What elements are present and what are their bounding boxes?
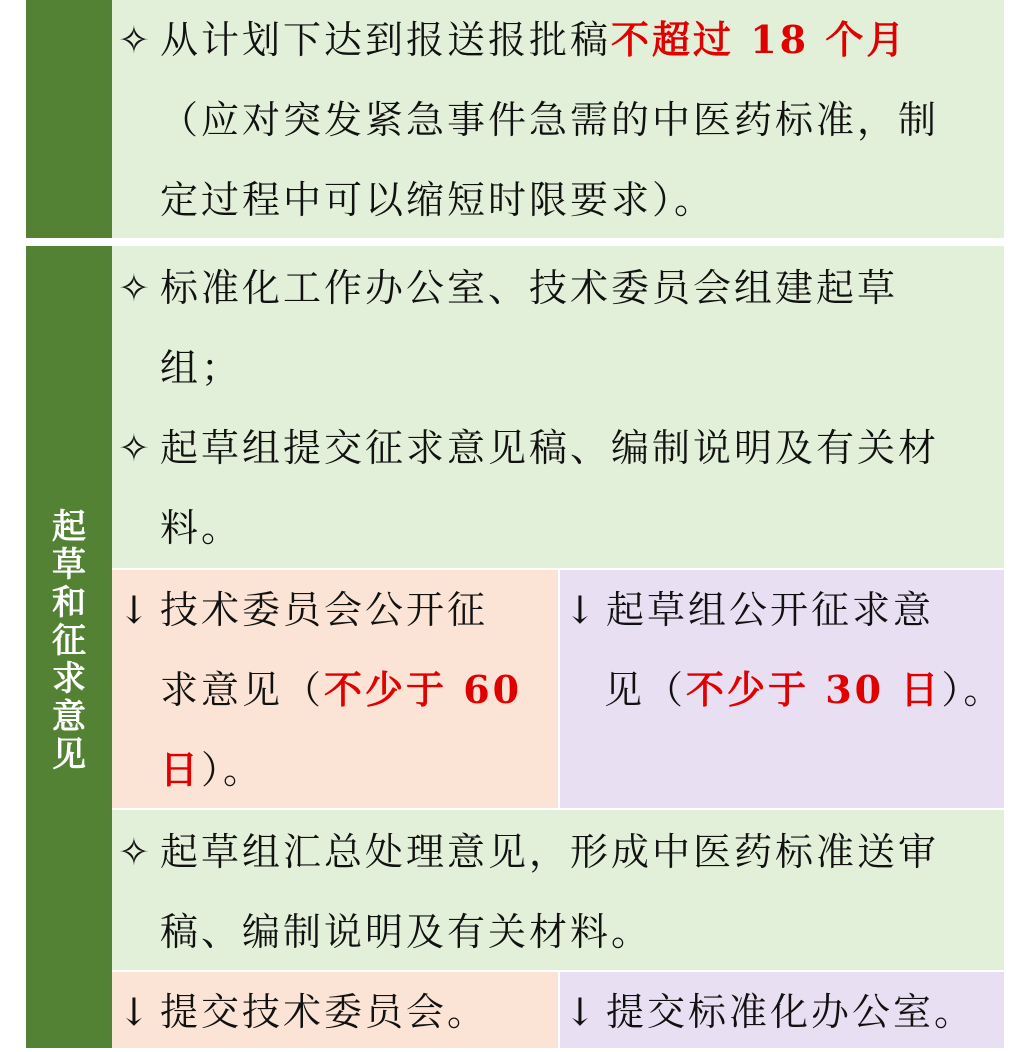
section1-body: [112, 0, 1004, 238]
item2-line2: 料。: [160, 506, 243, 550]
section2-summary-block: [112, 810, 1004, 970]
arrow-down-icon: ↓: [564, 588, 599, 632]
diamond-bullet-icon: ✧: [118, 18, 153, 62]
right-box-line2: 见（不少于 30 日）。: [604, 667, 1005, 712]
bottom-right-text: ↓ 提交标准化办公室。: [564, 972, 975, 1052]
section1-line1: ✧ 从计划下达到报送报批稿不超过 18 个月: [118, 0, 907, 80]
submit-tech-committee-box: [112, 972, 558, 1048]
item1-line2: 组；: [160, 346, 243, 390]
section-divider: [26, 238, 1004, 246]
section1-line2: （应对突发紧急事件急需的中医药标准，制: [160, 98, 940, 142]
arrow-down-icon: ↓: [118, 990, 153, 1034]
left-box-line1: ↓ 技术委员会公开征: [118, 570, 488, 650]
arrow-down-icon: ↓: [118, 588, 153, 632]
thirty-day-highlight: 不少于 30 日: [686, 667, 942, 712]
bottom-left-text: ↓ 提交技术委员会。: [118, 972, 488, 1052]
left-box-line3: 日）。: [160, 747, 265, 792]
time-limit-highlight: 不超过 18 个月: [611, 17, 908, 62]
arrow-down-icon: ↓: [564, 990, 599, 1034]
drafting-group-consultation-box: [560, 570, 1004, 808]
diamond-bullet-icon: ✧: [118, 266, 153, 310]
section1-side-bar: [26, 0, 112, 238]
item3-line2: 稿、编制说明及有关材料。: [160, 910, 653, 954]
section2-side-label: 起草和征求意见: [52, 507, 86, 775]
right-box-line1: ↓ 起草组公开征求意: [564, 570, 934, 650]
section1-line3: 定过程中可以缩短时限要求）。: [160, 178, 716, 222]
left-box-line2: 求意见（不少于 60: [160, 667, 523, 712]
diamond-bullet-icon: ✧: [118, 830, 153, 874]
diamond-bullet-icon: ✧: [118, 426, 153, 470]
section2-items-block: [112, 246, 1004, 568]
item2-line1: ✧ 起草组提交征求意见稿、编制说明及有关材: [118, 408, 939, 488]
tech-committee-consultation-box: [112, 570, 558, 808]
sixty-day-highlight: 不少于 60: [324, 667, 523, 712]
item3-line1: ✧ 起草组汇总处理意见，形成中医药标准送审: [118, 812, 939, 892]
item1-line1: ✧ 标准化工作办公室、技术委员会组建起草: [118, 248, 898, 328]
submit-standardization-office-box: [560, 972, 1004, 1048]
